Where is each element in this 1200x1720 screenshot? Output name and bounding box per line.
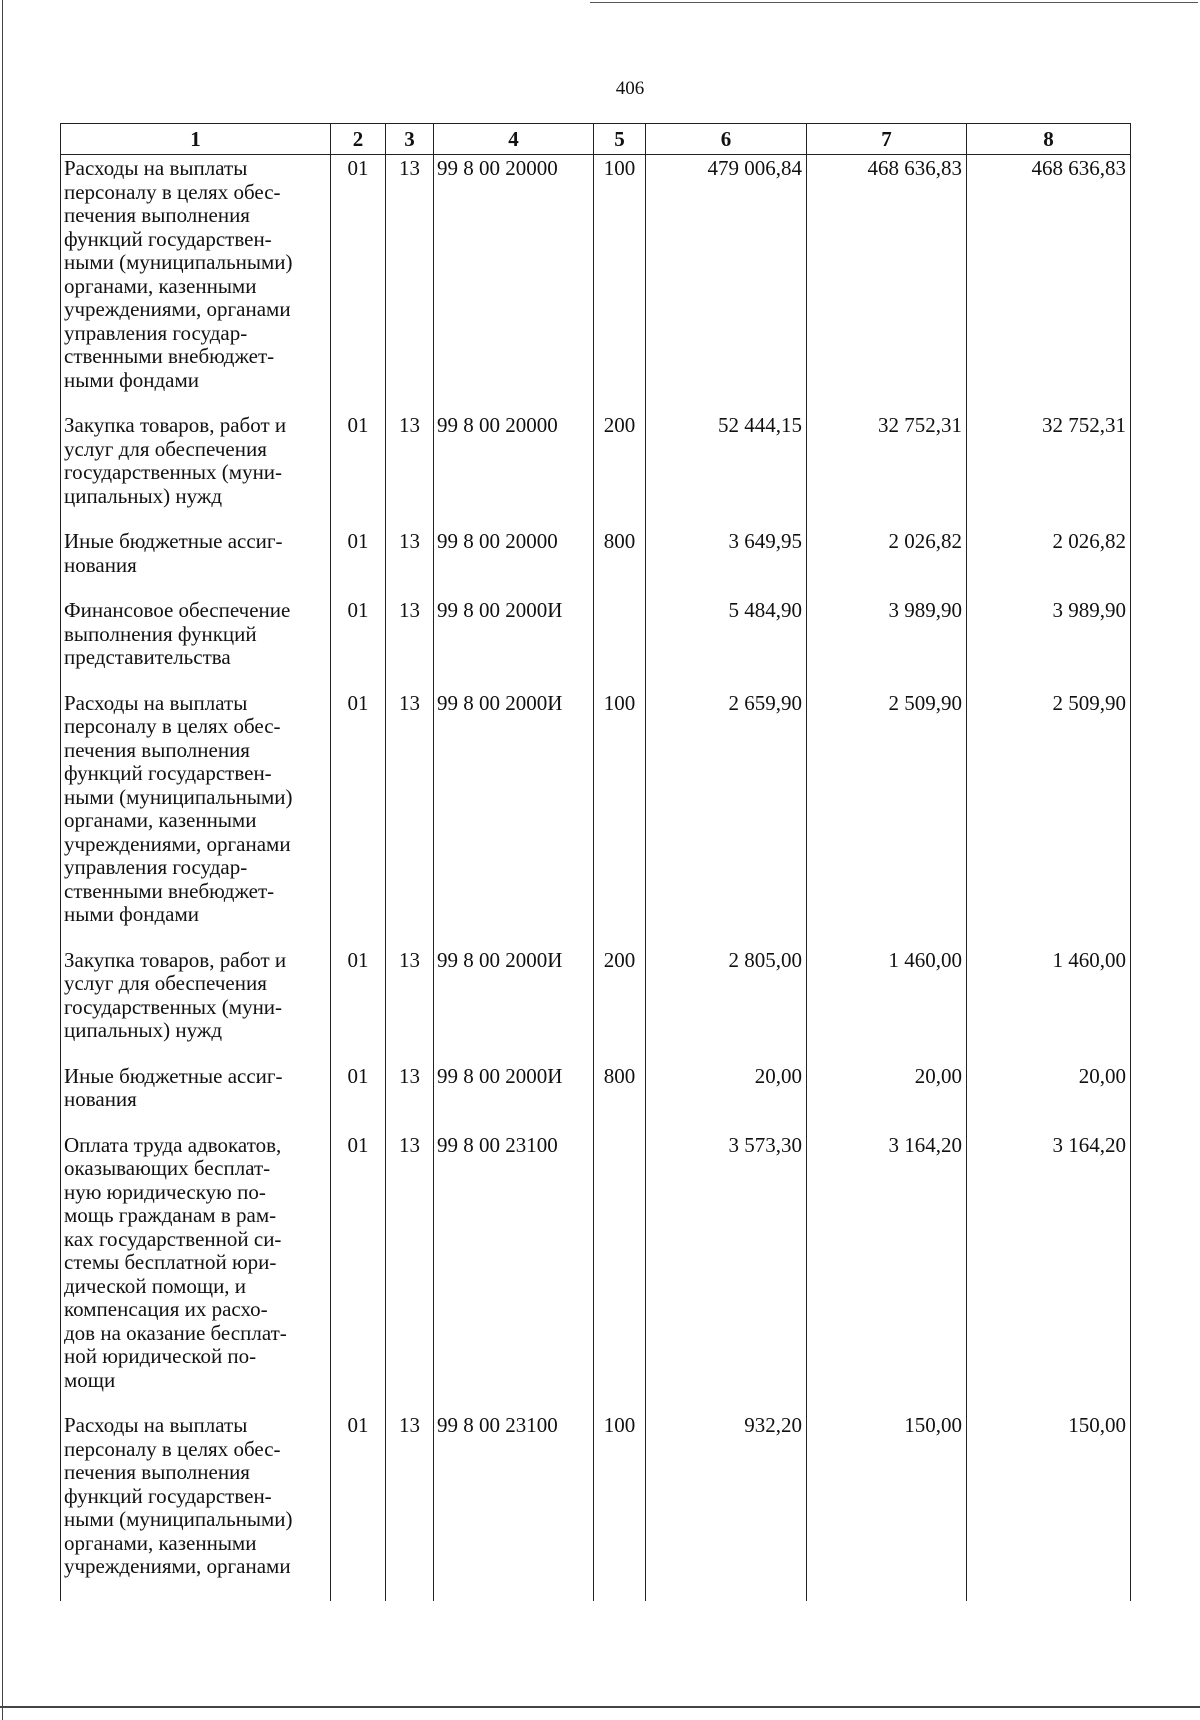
amount-cell: 150,00 — [967, 1414, 1131, 1601]
target-article-cell: 99 8 00 2000И — [434, 599, 594, 692]
target-article-cell: 99 8 00 20000 — [434, 414, 594, 530]
amount-cell: 20,00 — [646, 1065, 807, 1134]
amount-cell: 3 164,20 — [967, 1134, 1131, 1415]
subsection-code-cell: 13 — [386, 530, 434, 599]
page-border-top — [590, 2, 1198, 3]
expense-name-cell: Иные бюджетные ассиг- нования — [61, 1065, 331, 1134]
table-row — [61, 530, 1131, 599]
target-article-cell: 99 8 00 2000И — [434, 1065, 594, 1134]
column-header: 8 — [967, 124, 1131, 155]
amount-cell: 3 164,20 — [807, 1134, 967, 1415]
expense-type-cell: 100 — [594, 155, 646, 415]
section-code-cell: 01 — [331, 1065, 386, 1134]
section-code-cell: 01 — [331, 949, 386, 1065]
table-row — [61, 599, 1131, 692]
amount-cell: 32 752,31 — [807, 414, 967, 530]
expense-name-cell: Расходы на выплаты персоналу в целях обес- печения выполнения функций государствен- ными (муниципальными) органами, казенными учреждениями, органами — [61, 1414, 331, 1601]
expense-type-cell — [594, 599, 646, 692]
target-article-cell: 99 8 00 20000 — [434, 530, 594, 599]
subsection-code-cell: 13 — [386, 1065, 434, 1134]
amount-cell: 2 805,00 — [646, 949, 807, 1065]
column-header: 7 — [807, 124, 967, 155]
column-header: 2 — [331, 124, 386, 155]
subsection-code-cell: 13 — [386, 1134, 434, 1415]
amount-cell: 468 636,83 — [967, 155, 1131, 415]
section-code-cell: 01 — [331, 155, 386, 415]
amount-cell: 1 460,00 — [807, 949, 967, 1065]
amount-cell: 1 460,00 — [967, 949, 1131, 1065]
table-row — [61, 155, 1131, 415]
target-article-cell: 99 8 00 23100 — [434, 1414, 594, 1601]
section-code-cell: 01 — [331, 599, 386, 692]
expense-type-cell: 200 — [594, 949, 646, 1065]
table-header-row — [61, 124, 1131, 155]
amount-cell: 468 636,83 — [807, 155, 967, 415]
subsection-code-cell: 13 — [386, 1414, 434, 1601]
amount-cell: 932,20 — [646, 1414, 807, 1601]
target-article-cell: 99 8 00 2000И — [434, 949, 594, 1065]
amount-cell: 20,00 — [807, 1065, 967, 1134]
column-header: 5 — [594, 124, 646, 155]
amount-cell: 3 649,95 — [646, 530, 807, 599]
subsection-code-cell: 13 — [386, 599, 434, 692]
page-number: 406 — [615, 78, 645, 99]
page-border-bottom — [0, 1706, 1200, 1708]
expense-type-cell: 800 — [594, 530, 646, 599]
amount-cell: 2 509,90 — [807, 692, 967, 949]
table-body — [61, 155, 1131, 1601]
section-code-cell: 01 — [331, 1134, 386, 1415]
amount-cell: 150,00 — [807, 1414, 967, 1601]
expense-name-cell: Расходы на выплаты персоналу в целях обес- печения выполнения функций государствен- ными (муниципальными) органами, казенными учреждениями, органами управления государ- ственными внебюджет- ными фондами — [61, 692, 331, 949]
table-row — [61, 1414, 1131, 1601]
column-header: 3 — [386, 124, 434, 155]
subsection-code-cell: 13 — [386, 155, 434, 415]
section-code-cell: 01 — [331, 530, 386, 599]
table-row — [61, 692, 1131, 949]
expense-name-cell: Финансовое обеспечение выполнения функций представительства — [61, 599, 331, 692]
expense-type-cell: 800 — [594, 1065, 646, 1134]
column-header: 4 — [434, 124, 594, 155]
column-header: 6 — [646, 124, 807, 155]
column-header: 1 — [61, 124, 331, 155]
expense-name-cell: Оплата труда адвокатов, оказывающих бесплат- ную юридическую по- мощь гражданам в рам- ках государственной си- стемы бесплатной юри- дической помощи, и компенсация их расхо- дов на оказание бесплат- ной юридической по- мощи — [61, 1134, 331, 1415]
amount-cell: 3 989,90 — [967, 599, 1131, 692]
target-article-cell: 99 8 00 23100 — [434, 1134, 594, 1415]
table-row — [61, 949, 1131, 1065]
expense-name-cell: Иные бюджетные ассиг- нования — [61, 530, 331, 599]
subsection-code-cell: 13 — [386, 414, 434, 530]
table-row — [61, 1065, 1131, 1134]
expense-type-cell — [594, 1134, 646, 1415]
expense-name-cell: Закупка товаров, работ и услуг для обеспечения государственных (муни- ципальных) нужд — [61, 949, 331, 1065]
expense-name-cell: Закупка товаров, работ и услуг для обеспечения государственных (муни- ципальных) нужд — [61, 414, 331, 530]
expense-type-cell: 100 — [594, 1414, 646, 1601]
amount-cell: 32 752,31 — [967, 414, 1131, 530]
target-article-cell: 99 8 00 20000 — [434, 155, 594, 415]
amount-cell: 2 509,90 — [967, 692, 1131, 949]
table-row — [61, 1134, 1131, 1415]
amount-cell: 479 006,84 — [646, 155, 807, 415]
amount-cell: 2 026,82 — [807, 530, 967, 599]
amount-cell: 2 659,90 — [646, 692, 807, 949]
amount-cell: 3 573,30 — [646, 1134, 807, 1415]
budget-table — [60, 123, 1131, 1601]
amount-cell: 20,00 — [967, 1065, 1131, 1134]
expense-type-cell: 100 — [594, 692, 646, 949]
amount-cell: 52 444,15 — [646, 414, 807, 530]
target-article-cell: 99 8 00 2000И — [434, 692, 594, 949]
amount-cell: 5 484,90 — [646, 599, 807, 692]
section-code-cell: 01 — [331, 692, 386, 949]
amount-cell: 3 989,90 — [807, 599, 967, 692]
subsection-code-cell: 13 — [386, 949, 434, 1065]
subsection-code-cell: 13 — [386, 692, 434, 949]
section-code-cell: 01 — [331, 1414, 386, 1601]
amount-cell: 2 026,82 — [967, 530, 1131, 599]
table-row — [61, 414, 1131, 530]
expense-name-cell: Расходы на выплаты персоналу в целях обес- печения выполнения функций государствен- ными (муниципальными) органами, казенными учреждениями, органами управления государ- ственными внебюджет- ными фондами — [61, 155, 331, 415]
section-code-cell: 01 — [331, 414, 386, 530]
expense-type-cell: 200 — [594, 414, 646, 530]
page-border-left — [2, 0, 3, 1720]
